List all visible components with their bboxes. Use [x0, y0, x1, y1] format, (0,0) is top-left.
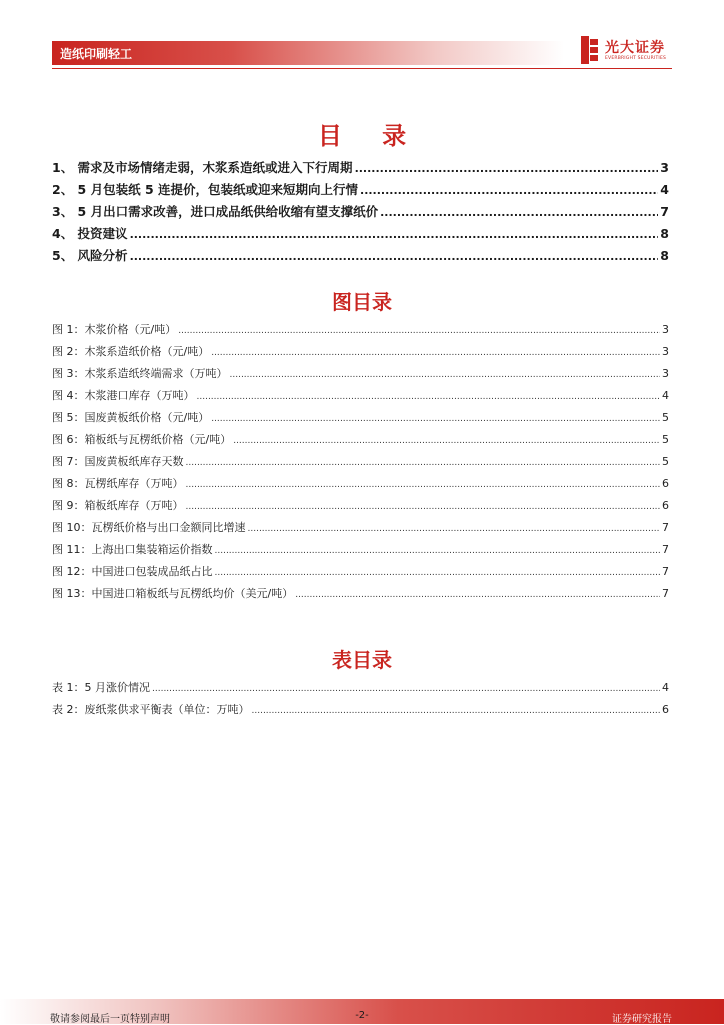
toc-leader [178, 326, 660, 336]
toc-leader [186, 502, 661, 512]
toc-item-page: 8 [660, 226, 669, 241]
toc-leader [230, 370, 661, 380]
toc-item-page: 8 [660, 248, 669, 263]
toc-leader [211, 348, 660, 358]
toc-leader [215, 568, 661, 578]
toc-item-label: 3、 5 月出口需求改善，进口成品纸供给收缩有望支撑纸价 [52, 204, 379, 219]
toc-leader [186, 480, 661, 490]
toc-leader [380, 206, 658, 219]
toc-item-label: 4、 投资建议 [52, 226, 128, 241]
brand-name: 光大证券 [605, 40, 665, 56]
figure-toc-item[interactable] [52, 343, 669, 365]
figure-toc-item-label: 图 9：箱板纸库存（万吨） [52, 499, 184, 512]
figure-toc-item[interactable] [52, 541, 669, 563]
figure-toc-item-page: 3 [662, 367, 669, 380]
figure-toc-item-page: 4 [662, 389, 669, 402]
figure-toc-item[interactable] [52, 431, 669, 453]
figure-toc-item-page: 5 [662, 411, 669, 424]
figure-toc-item-label: 图 10：瓦楞纸价格与出口金额同比增速 [52, 521, 246, 534]
toc-leader [197, 392, 661, 402]
figure-toc-item-label: 图 1：木浆价格（元/吨） [52, 323, 177, 336]
figure-toc-item-label: 图 8：瓦楞纸库存（万吨） [52, 477, 184, 490]
figure-toc-title: 图目录 [332, 290, 392, 314]
toc-leader [186, 458, 661, 468]
toc-leader [295, 590, 660, 600]
figure-toc-item[interactable] [52, 563, 669, 585]
toc-leader [360, 184, 658, 197]
figure-toc-item-page: 5 [662, 455, 669, 468]
figure-toc-item[interactable] [52, 519, 669, 541]
figure-toc-item-label: 图 2：木浆系造纸价格（元/吨） [52, 345, 210, 358]
table-toc-item[interactable] [52, 679, 669, 701]
toc-item[interactable] [52, 246, 669, 268]
figure-toc-item-label: 图 12：中国进口包装成品纸占比 [52, 565, 213, 578]
figure-toc-item[interactable] [52, 497, 669, 519]
table-toc-item-page: 6 [662, 703, 669, 716]
figure-toc-item-label: 图 4：木浆港口库存（万吨） [52, 389, 195, 402]
table-toc-item-label: 表 2：废纸浆供求平衡表（单位：万吨） [52, 703, 250, 716]
figure-toc-item-page: 3 [662, 323, 669, 336]
figure-toc-item-label: 图 11：上海出口集装箱运价指数 [52, 543, 213, 556]
toc-leader [152, 684, 660, 694]
figure-toc-item-page: 5 [662, 433, 669, 446]
footer-disclaimer: 敬请参阅最后一页特别声明 [50, 1014, 170, 1025]
figure-toc-list [52, 321, 669, 607]
figure-toc-item[interactable] [52, 387, 669, 409]
table-toc-title: 表目录 [332, 648, 392, 672]
figure-toc-item[interactable] [52, 475, 669, 497]
figure-toc-item-label: 图 5：国废黄板纸价格（元/吨） [52, 411, 210, 424]
toc-leader [233, 436, 660, 446]
figure-toc-item-page: 7 [662, 587, 669, 600]
brand-logo [581, 36, 676, 66]
table-toc-item[interactable] [52, 701, 669, 723]
toc-item[interactable] [52, 224, 669, 246]
table-toc-list [52, 679, 669, 723]
toc-item[interactable] [52, 180, 669, 202]
figure-toc-item[interactable] [52, 453, 669, 475]
toc-title: 目 录 [317, 122, 423, 150]
toc-leader [130, 228, 659, 241]
figure-toc-item-label: 图 13：中国进口箱板纸与瓦楞纸均价（美元/吨） [52, 587, 294, 600]
figure-toc-item-page: 7 [662, 521, 669, 534]
figure-toc-item-page: 6 [662, 477, 669, 490]
figure-toc-item-page: 6 [662, 499, 669, 512]
toc-list [52, 158, 669, 268]
footer-page-number: -2- [355, 1010, 369, 1021]
figure-toc-item[interactable] [52, 321, 669, 343]
header-bar [52, 41, 564, 65]
toc-leader [211, 414, 660, 424]
toc-leader [215, 546, 661, 556]
toc-leader [130, 250, 659, 263]
figure-toc-item[interactable] [52, 409, 669, 431]
figure-toc-item[interactable] [52, 585, 669, 607]
header-divider [52, 68, 672, 69]
table-toc-item-page: 4 [662, 681, 669, 694]
figure-toc-item-label: 图 3：木浆系造纸终端需求（万吨） [52, 367, 228, 380]
toc-item[interactable] [52, 202, 669, 224]
toc-item-page: 4 [660, 182, 669, 197]
figure-toc-item-page: 7 [662, 565, 669, 578]
figure-toc-item-page: 7 [662, 543, 669, 556]
toc-leader [252, 706, 661, 716]
toc-leader [355, 162, 659, 175]
toc-item-label: 1、 需求及市场情绪走弱，木浆系造纸或进入下行周期 [52, 160, 353, 175]
figure-toc-item-label: 图 6：箱板纸与瓦楞纸价格（元/吨） [52, 433, 232, 446]
table-toc-item-label: 表 1：5 月涨价情况 [52, 681, 150, 694]
brand-subtitle: EVERBRIGHT SECURITIES [605, 56, 667, 61]
footer-doc-type: 证券研究报告 [612, 1014, 672, 1025]
toc-item-page: 3 [660, 160, 669, 175]
toc-item[interactable] [52, 158, 669, 180]
toc-item-label: 2、 5 月包装纸 5 连提价，包装纸或迎来短期向上行情 [52, 182, 359, 197]
header-category: 造纸印刷轻工 [60, 47, 133, 61]
figure-toc-item-page: 3 [662, 345, 669, 358]
figure-toc-item[interactable] [52, 365, 669, 387]
brand-logo-icon [581, 36, 599, 64]
toc-item-page: 7 [660, 204, 669, 219]
figure-toc-item-label: 图 7：国废黄板纸库存天数 [52, 455, 184, 468]
toc-leader [248, 524, 661, 534]
toc-item-label: 5、 风险分析 [52, 248, 128, 263]
